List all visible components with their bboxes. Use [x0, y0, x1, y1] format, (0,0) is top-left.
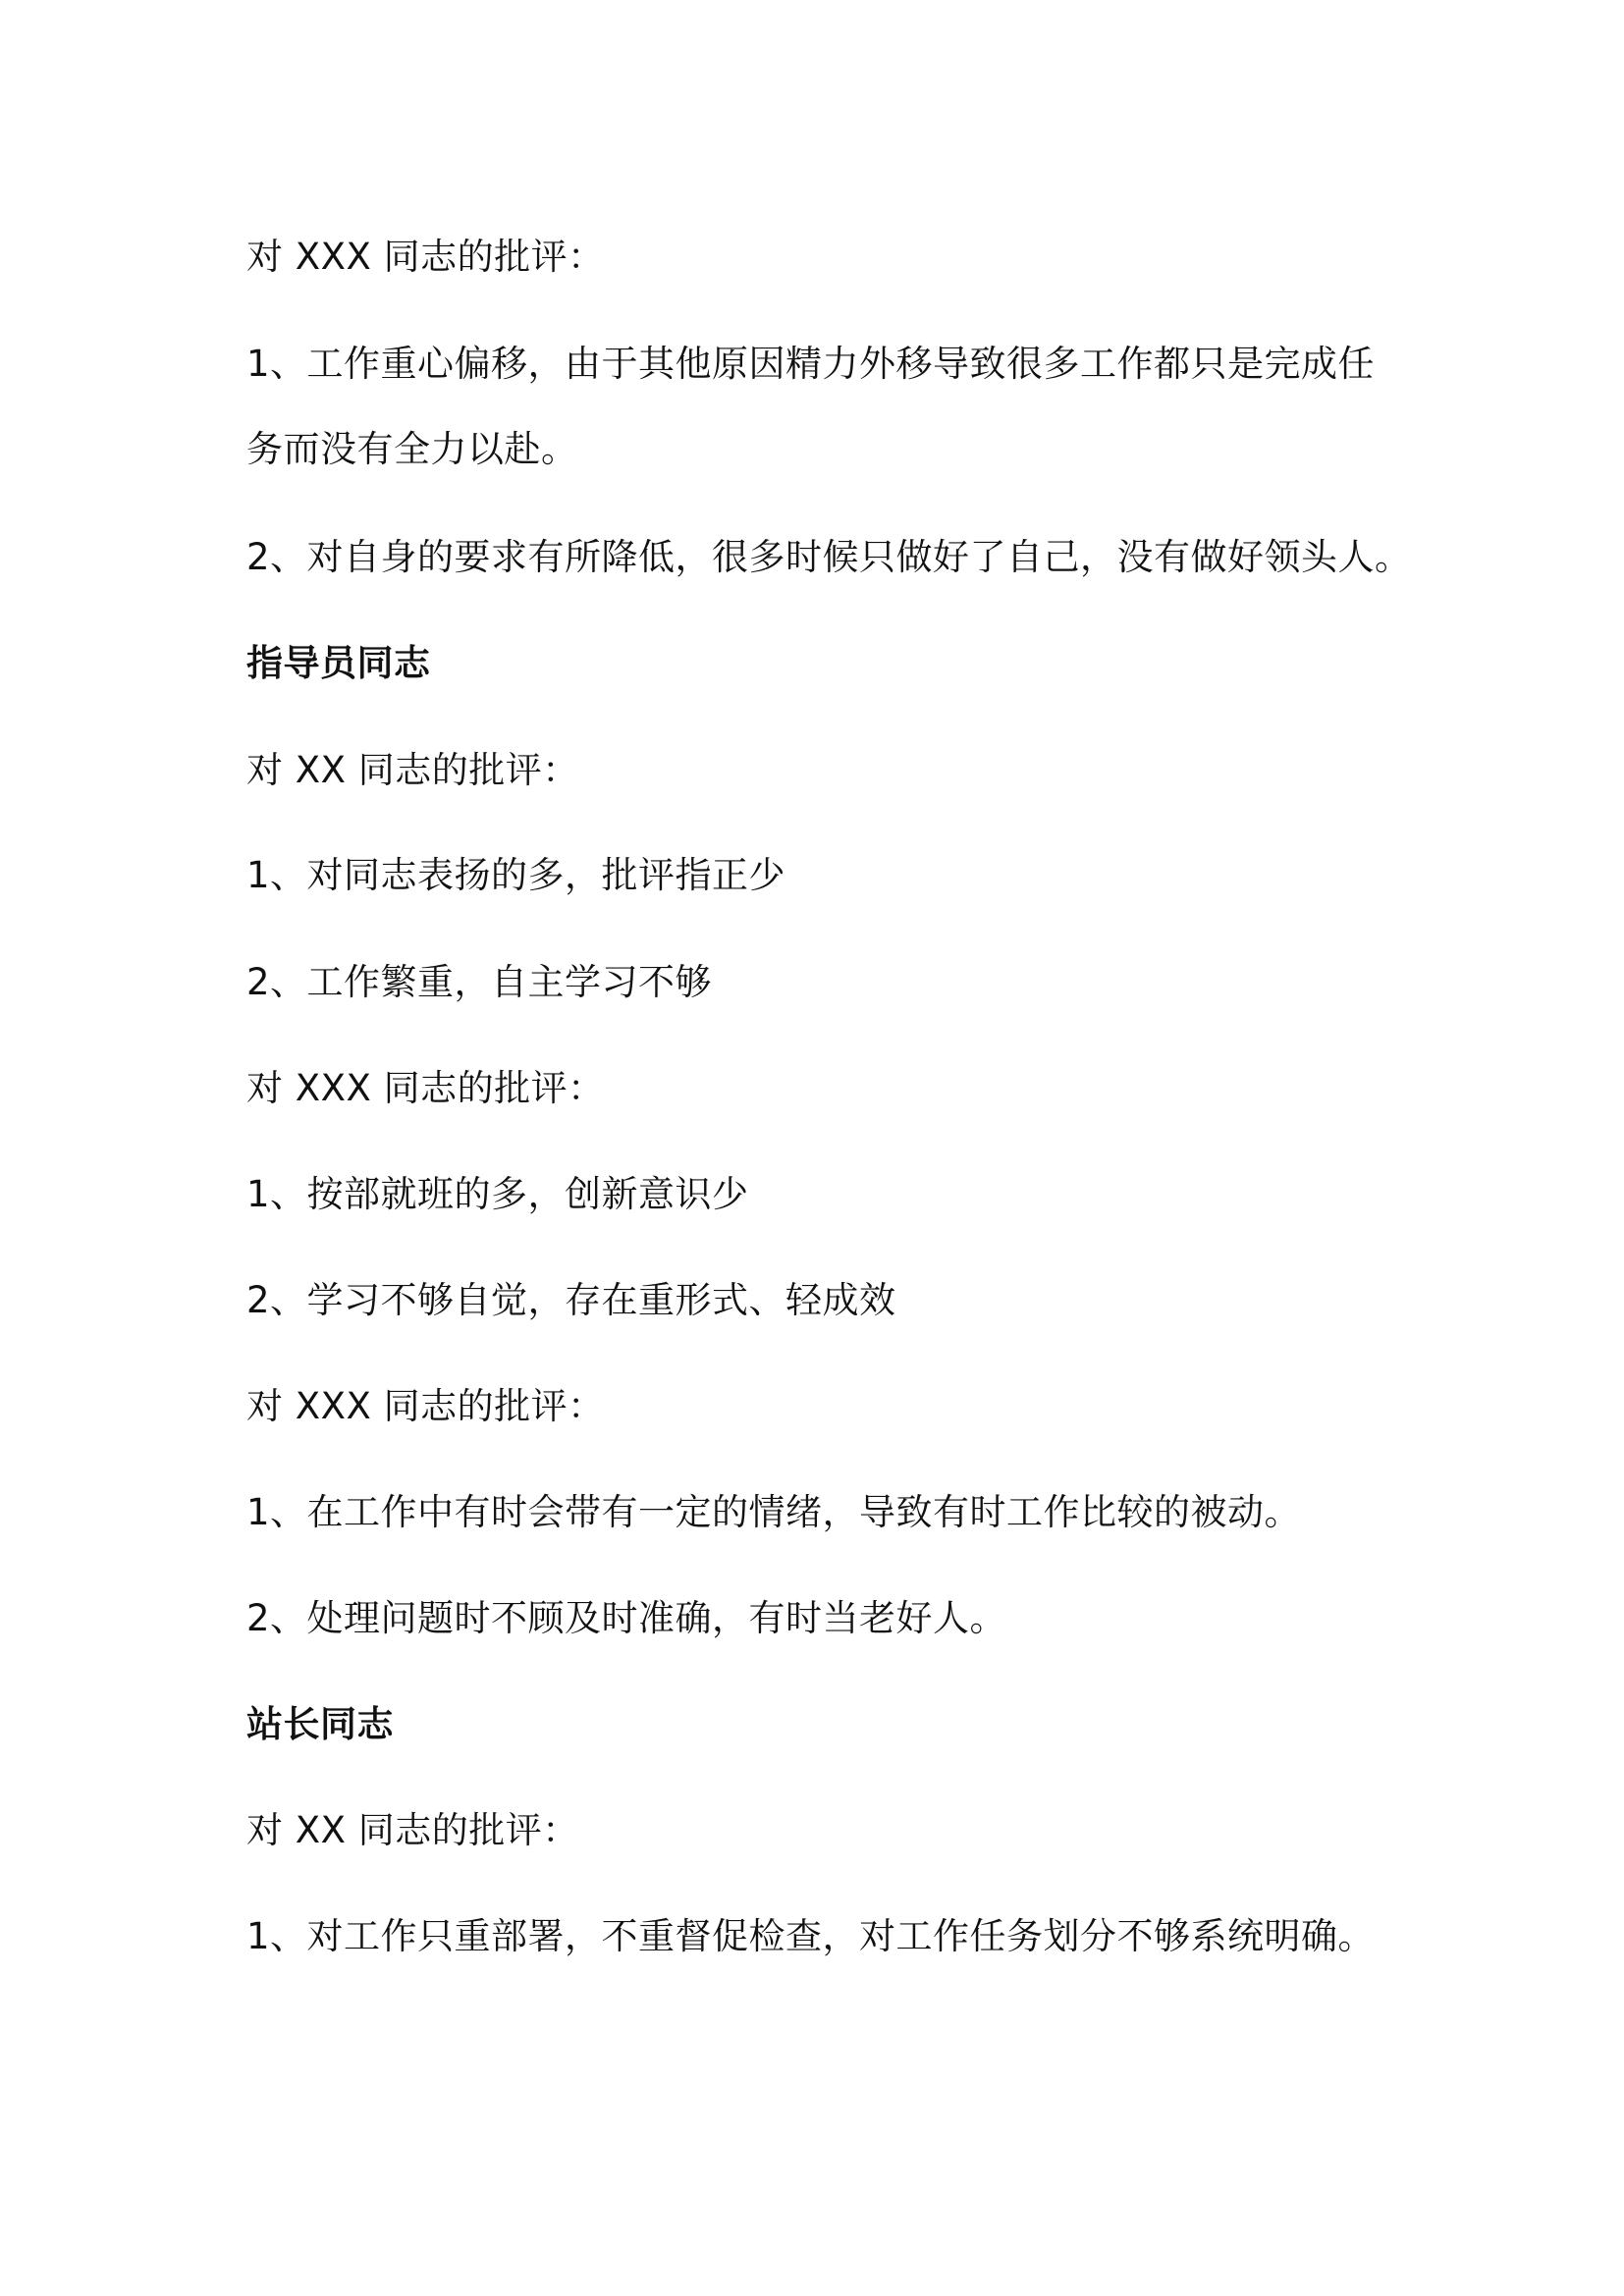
intro-line-xxx-3: 对 XXX 同志的批评：: [246, 1385, 605, 1427]
point-2-line: 2、学习不够自觉，存在重形式、轻成效: [246, 1279, 896, 1321]
point-1-line: 1、按部就班的多，创新意识少: [246, 1173, 749, 1215]
intro-line-xx-2: 对 XX 同志的批评：: [246, 1809, 579, 1851]
point-1-line-a: 1、工作重心偏移，由于其他原因精力外移导致很多工作都只是完成任: [246, 343, 1376, 385]
intro-line-xx-1: 对 XX 同志的批评：: [246, 749, 579, 791]
point-1-line: 1、对工作只重部署，不重督促检查，对工作任务划分不够系统明确。: [246, 1915, 1376, 1957]
point-1-line: 1、在工作中有时会带有一定的情绪，导致有时工作比较的被动。: [246, 1491, 1302, 1533]
intro-line-xxx-1: 对 XXX 同志的批评：: [246, 236, 605, 278]
heading-station-chief: 站长同志: [246, 1703, 394, 1745]
point-2-line: 2、处理问题时不顾及时准确，有时当老好人。: [246, 1597, 1007, 1639]
point-2-line: 2、对自身的要求有所降低，很多时候只做好了自己，没有做好领头人。: [246, 536, 1412, 578]
point-1-line: 1、对同志表扬的多，批评指正少: [246, 854, 786, 896]
point-2-line: 2、工作繁重，自主学习不够: [246, 961, 713, 1003]
point-1-line-b: 务而没有全力以赴。: [246, 428, 578, 470]
intro-line-xxx-2: 对 XXX 同志的批评：: [246, 1067, 605, 1109]
heading-instructor: 指导员同志: [246, 642, 431, 684]
